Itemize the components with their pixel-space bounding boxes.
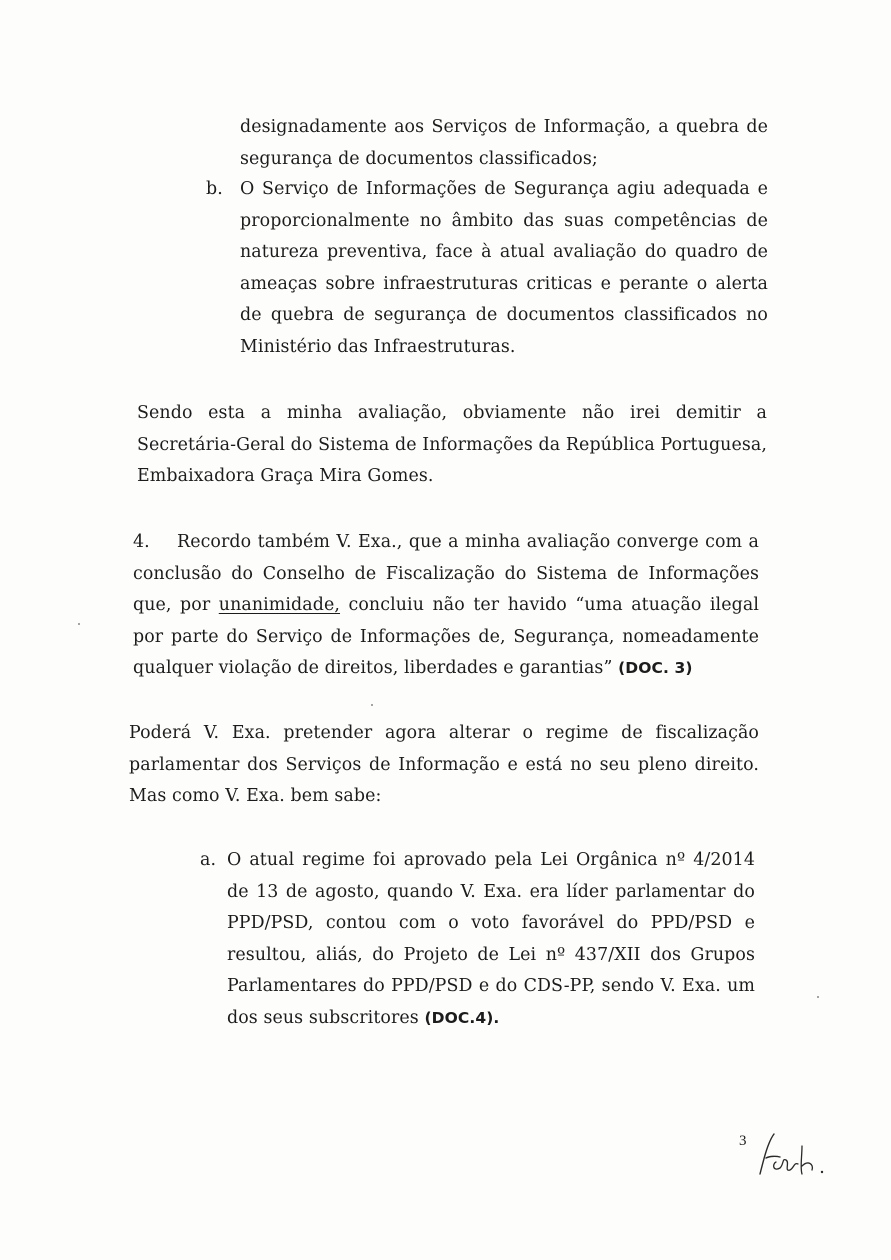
regime-paragraph-text: Poderá V. Exa. pretender agora alterar o regime de fiscalização parlamentar dos Serviços de Informação e está no seu pleno direito. Mas como V. Exa. bem sabe:: [129, 723, 759, 806]
scan-speck: [371, 704, 373, 706]
evaluation-paragraph: [137, 398, 767, 493]
evaluation-paragraph-text: Sendo esta a minha avaliação, obviamente não irei demitir a Secretária-Geral do Sistema de Informações da República Portuguesa, Embaixadora Graça Mira Gomes.: [137, 403, 767, 486]
item-a-text: O atual regime foi aprovado pela Lei Orgânica nº 4/2014 de 13 de agosto, quando V. Exa. era líder parlamentar do PPD/PSD, contou com o voto favorável do PPD/PSD e resultou, aliás, do Projeto de Lei nº 437/XII dos Grupos Parlamentares do PPD/PSD e do CDS-PP, sendo V. Exa. um dos seus subscritores: [227, 850, 755, 1028]
doc-3-reference: (DOC. 3): [618, 659, 693, 677]
point-4: [133, 527, 759, 685]
point-4-text-before: Recordo também V. Exa., que a minha avaliação converge com a conclusão do Conselho de Fiscalização do Sistema de Informações que, por: [133, 532, 759, 615]
point-4-underlined: unanimidade,: [218, 595, 341, 615]
regime-paragraph: [129, 718, 759, 813]
item-a-label: a.: [200, 850, 217, 870]
scan-speck: [78, 623, 80, 625]
item-b: [240, 174, 768, 363]
item-b-label: b.: [206, 179, 223, 199]
item-a-continuation: [240, 112, 768, 175]
page-number: 3: [739, 1133, 747, 1149]
signature-icon: [752, 1128, 832, 1180]
item-a-paragraph: [227, 845, 755, 1034]
item-a-continuation-text: designadamente aos Serviços de Informação, a quebra de segurança de documentos classificados;: [240, 117, 768, 169]
item-b-text: O Serviço de Informações de Segurança agiu adequada e proporcionalmente no âmbito das suas competências de natureza preventiva, face à atual avaliação do quadro de ameaças sobre infraestruturas criticas e perante o alerta de quebra de segurança de documentos classificados no Ministério das Infraestruturas.: [240, 179, 768, 357]
point-4-number: 4.: [133, 532, 150, 552]
scan-speck: [817, 996, 819, 998]
item-a: [227, 845, 755, 1034]
point-4-paragraph: [133, 527, 759, 685]
doc-4-reference: (DOC.4).: [424, 1008, 500, 1027]
point-4-text-after: concluiu não ter havido “uma atuação ilegal por parte do Serviço de Informações de, Segurança, nomeadamente qualquer violação de direitos, liberdades e garantias”: [133, 595, 759, 678]
